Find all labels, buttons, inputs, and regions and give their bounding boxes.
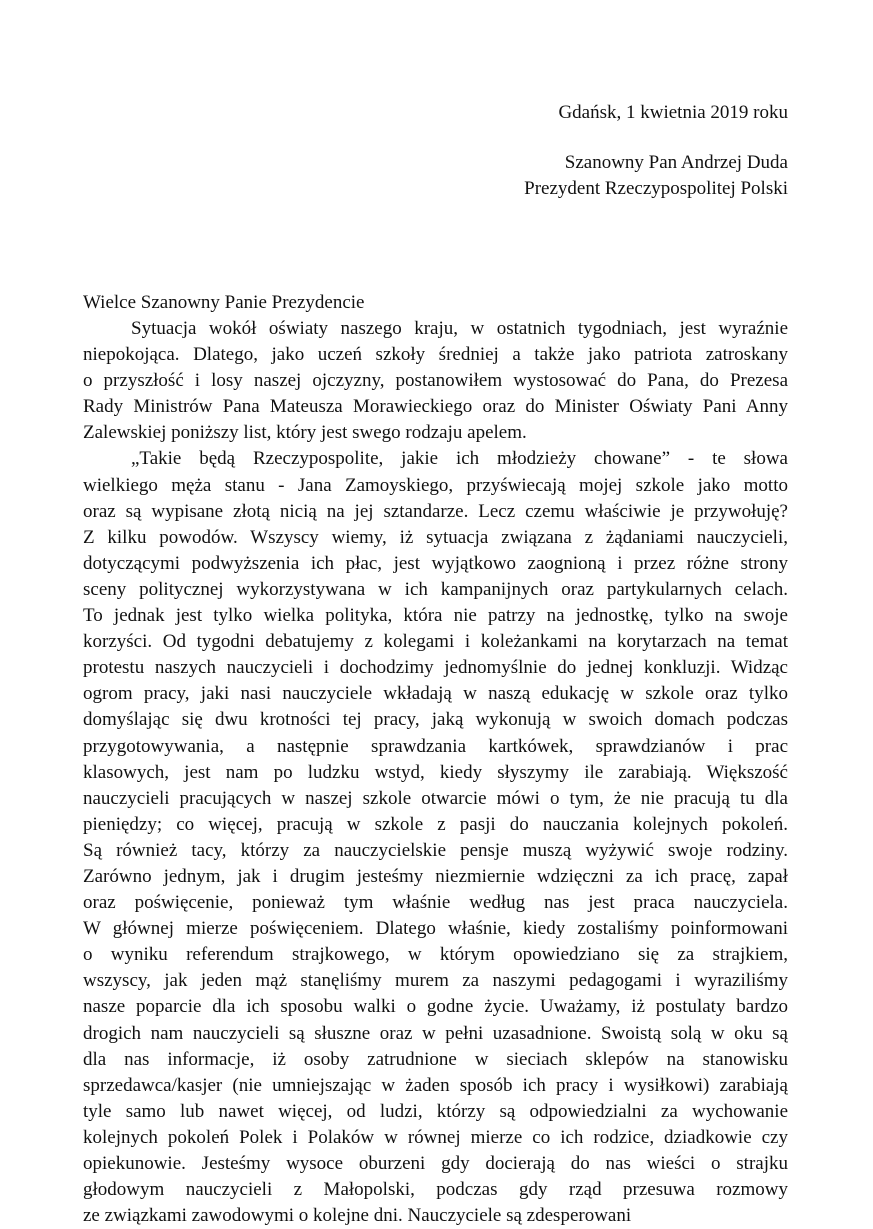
body-line: oraz poświęcenie, ponieważ tym właśnie według nas jest praca nauczyciela.: [83, 892, 788, 914]
body-line: Zalewskiej poniższy list, który jest swego rodzaju apelem.: [83, 422, 527, 444]
body-line: protestu naszych nauczycieli i dochodzimy jednomyślnie do jednej konkluzji. Widząc: [83, 657, 788, 679]
body-line: dla nas informacje, iż osoby zatrudnione w sieciach sklepów na stanowisku: [83, 1048, 788, 1070]
body-line: dotyczącymi podwyższenia ich płac, jest wyjątkowo zaognioną i przez różne strony: [83, 552, 788, 574]
body-line: wszyscy, jak jeden mąż stanęliśmy murem za naszymi pedagogami i wyraziliśmy: [83, 970, 788, 992]
letter-body: [83, 316, 788, 1229]
body-line: oraz są wypisane złotą nicią na jej sztandarze. Lecz czemu właściwie je przywołuję?: [83, 500, 788, 522]
body-line: drogich nam nauczycieli są słuszne oraz w pełni uzasadnione. Swoistą solą w oku są: [83, 1022, 788, 1044]
body-line: korzyści. Od tygodni debatujemy z kolegami i koleżankami na korytarzach na temat: [83, 631, 788, 653]
body-line: nasze poparcie dla ich sposobu walki o godne życie. Uważamy, iż postulaty bardzo: [83, 996, 788, 1018]
body-line: pieniędzy; co więcej, pracują w szkole z pasji do nauczania kolejnych pokoleń.: [83, 813, 788, 835]
body-line: opiekunowie. Jesteśmy wysoce oburzeni gdy docierają do nas wieści o strajku: [83, 1153, 788, 1174]
body-line: sprzedawca/kasjer (nie umniejszając w żaden sposób ich pracy i wysiłkowi) zarabiają: [83, 1074, 788, 1096]
body-line: niepokojąca. Dlatego, jako uczeń szkoły średniej a także jako patriota zatroskany: [83, 344, 788, 366]
body-line: tyle samo lub nawet więcej, od ludzi, którzy są odpowiedzialni za wychowanie: [83, 1100, 788, 1122]
body-line: Są również tacy, którzy za nauczycielskie pensje muszą wyżywić swoje rodziny.: [83, 839, 788, 861]
body-line: Sytuacja wokół oświaty naszego kraju, w ostatnich tygodniach, jest wyraźnie: [131, 318, 788, 339]
body-line: Zarówno jednym, jak i drugim jesteśmy niezmiernie wdzięczni za ich pracę, zapał: [83, 865, 788, 887]
recipient-name: Szanowny Pan Andrzej Duda: [564, 152, 788, 173]
body-line: „Takie będą Rzeczypospolite, jakie ich młodzieży chowane” - te słowa: [131, 448, 788, 470]
body-line: głodowym nauczycieli z Małopolski, podczas gdy rząd przesuwa rozmowy: [83, 1179, 788, 1201]
body-line: kolejnych pokoleń Polek i Polaków w równej mierze co ich rodzice, dziadkowie czy: [83, 1126, 788, 1148]
body-line: ogrom pracy, jaki nasi nauczyciele wkładają w naszą edukację w szkole oraz tylko: [83, 683, 788, 705]
letter-date: Gdańsk, 1 kwietnia 2019 roku: [558, 102, 788, 123]
salutation: Wielce Szanowny Panie Prezydencie: [83, 292, 365, 313]
body-line: o wyniku referendum strajkowego, w którym opowiedziano się za strajkiem,: [83, 944, 788, 966]
body-line: sceny politycznej wykorzystywana w ich kampanijnych oraz partykularnych celach.: [83, 578, 788, 600]
body-line: domyślając się dwu krotności tej pracy, jaką wykonują w swoich domach podczas: [83, 709, 788, 731]
body-line: wielkiego męża stanu - Jana Zamoyskiego, przyświecają mojej szkole jako motto: [83, 474, 788, 496]
body-line: Rady Ministrów Pana Mateusza Morawieckiego oraz do Minister Oświaty Pani Anny: [83, 396, 788, 418]
recipient-title: Prezydent Rzeczypospolitej Polski: [524, 178, 788, 199]
recipient-block: [524, 150, 788, 202]
body-line: W głównej mierze poświęceniem. Dlatego właśnie, kiedy zostaliśmy poinformowani: [83, 918, 788, 940]
body-line: klasowych, jest nam po ludzku wstyd, kiedy słyszymy ile zarabiają. Większość: [83, 761, 788, 783]
body-line: ze związkami zawodowymi o kolejne dni. Nauczyciele są zdesperowani: [83, 1205, 632, 1227]
body-line: Z kilku powodów. Wszyscy wiemy, iż sytuacja związana z żądaniami nauczycieli,: [83, 526, 788, 548]
body-line: o przyszłość i losy naszej ojczyzny, postanowiłem wystosować do Pana, do Prezesa: [83, 370, 788, 392]
body-line: nauczycieli pracujących w naszej szkole otwarcie mówi o tym, że nie pracują tu dla: [83, 787, 788, 809]
body-line: To jednak jest tylko wielka polityka, która nie patrzy na jednostkę, tylko na swoje: [83, 605, 788, 627]
body-line: przygotowywania, a następnie sprawdzania kartkówek, sprawdzianów i prac: [83, 735, 788, 757]
